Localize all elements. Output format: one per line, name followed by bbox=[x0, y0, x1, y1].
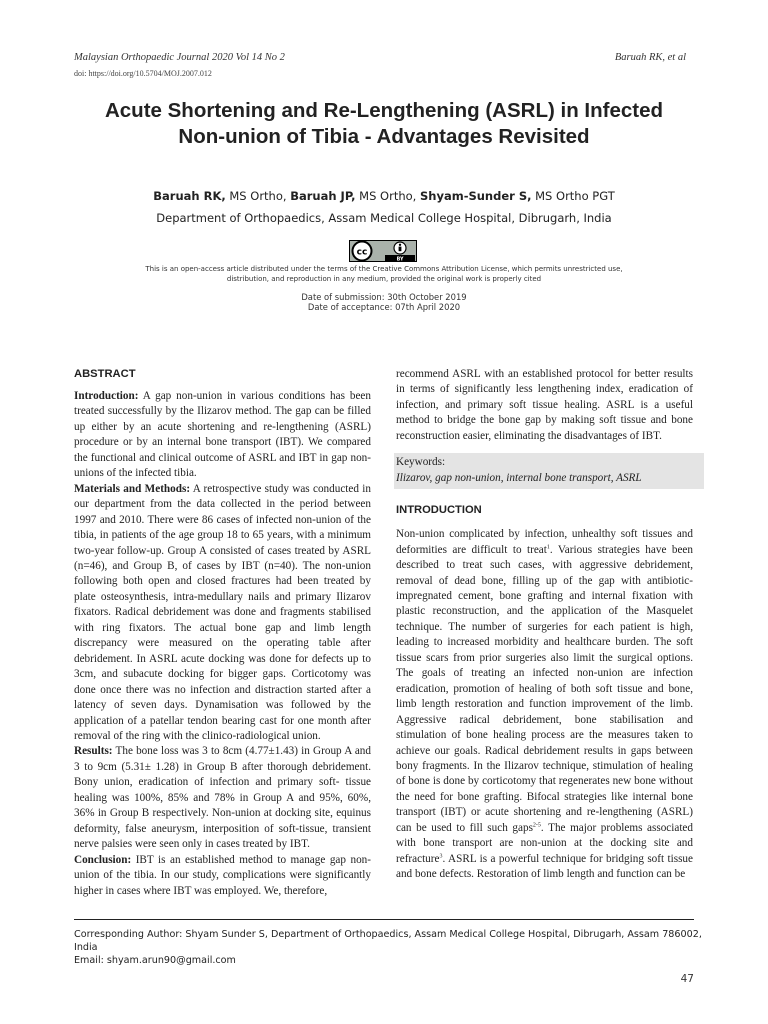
introduction-paragraph bbox=[396, 527, 693, 882]
author-degree: MS Ortho, bbox=[225, 189, 291, 203]
author-name: Baruah JP, bbox=[290, 189, 356, 203]
corresponding-author-text: Corresponding Author: Shyam Sunder S, Department of Orthopaedics, Assam Medical College Hospital, Dibrugarh, Assam 786002, India bbox=[74, 929, 702, 953]
abstract-conclusion-text: IBT is an established method to manage gap non-union of the tibia. In our study, complications were significantly higher in cases where IBT was employed. We, therefore, bbox=[74, 853, 371, 897]
license-statement bbox=[120, 264, 648, 284]
right-column bbox=[396, 367, 693, 883]
cc-by-label: BY bbox=[396, 257, 404, 262]
page-number: 47 bbox=[680, 973, 694, 985]
title-line-2: Non-union of Tibia - Advantages Revisited bbox=[178, 125, 590, 148]
abstract-intro-label: Introduction: bbox=[74, 390, 139, 402]
author-name: Baruah RK, bbox=[153, 189, 226, 203]
abstract-methods bbox=[74, 482, 371, 745]
abstract-heading: ABSTRACT bbox=[74, 368, 136, 380]
introduction-heading: INTRODUCTION bbox=[396, 504, 482, 517]
intro-text-1: Non-union complicated by infection, unhealthy soft tissues and deformities are difficult to treat bbox=[396, 528, 693, 556]
author-degree: MS Ortho PGT bbox=[531, 189, 615, 203]
intro-text-4: . ASRL is a powerful technique for bridging soft tissue and bone defects. Restoration of limb length and function can be bbox=[396, 852, 693, 881]
abstract-conclusion-label: Conclusion: bbox=[74, 853, 132, 866]
abstract-methods-text: A retrospective study was conducted in our department from the data collected in the period between 1997 and 2010. There were 86 cases of infected non-union of the tibia, in patients of the age group 18 to 65 years, with a minimum two-year follow-up. Group A consisted of cases treated by ASRL (n=46), and Group B, of cases by IBT (n=40). The non-union following both open and closed fractures had been treated by plate osteosynthesis, intra-medullary nails and primary Ilizarov fixators. Radical debridement was done and fragments stabilised with ring fixators. The actual bone gap and limb length discrepancy were measured on the operating table after debridement. In ASRL acute docking was done for defects up to 3cm, and subacute docking for bigger gaps. Corticotomy was done once there was no infection and distraction started after a latency of seven days. Dynamisation was followed by the application of a patellar tendon bearing cast for one month after removal of the ring with the clinico-radiological union. bbox=[74, 482, 371, 742]
abstract-column bbox=[74, 367, 371, 899]
author-name: Shyam-Sunder S, bbox=[419, 189, 532, 203]
corresponding-email[interactable]: Email: shyam.arun90@gmail.com bbox=[74, 955, 236, 966]
author-list bbox=[60, 189, 708, 203]
intro-text-2: . Various strategies have been described to treat such cases, with aggressive debridement, removal of dead bone, filling up of the gap with antibiotic-impregnated cement, bone grafting and internal fixation with plastic reconstruction, and the application of the Masquelet technique. The number of surgeries for each patient is high, leading to increased morbidity and healthcare burden. The soft tissue scars from prior surgeries also limit the surgical options. The goals of treating an infected non-union are infection eradication, promotion of healing of both soft tissue and bone, limb length restoration and function improvement of the limb. Aggressive radical debridement, bone stabilisation and stimulation of bone healing process are the measures taken to achieve our goals. Radical debridement results in gaps between bony fragments. In the Ilizarov technique, stimulation of healing of bone is done by corticotomy that regenerates new bone without the need for bone grafting. Bifocal strategies like internal bone transport (IBT) or acute shortening and re-lengthening (ASRL) can be used to fill such gaps bbox=[396, 543, 693, 834]
keywords-box bbox=[394, 453, 704, 489]
cc-badge-label: cc bbox=[356, 247, 368, 258]
intro-text-3: . The major problems associated with bone transport are non-union at the docking site and refracture bbox=[396, 821, 693, 865]
abstract-introduction bbox=[74, 389, 371, 482]
running-authors: Baruah RK, et al bbox=[614, 52, 686, 63]
author-degree: MS Ortho, bbox=[355, 189, 420, 203]
article-dates bbox=[200, 292, 568, 312]
creative-commons-by-icon bbox=[349, 240, 417, 262]
abstract-results-label: Results: bbox=[74, 745, 113, 758]
citation-superscript: 2-5 bbox=[532, 822, 541, 829]
license-line-1: This is an open-access article distributed under the terms of the Creative Commons Attribution License, which permits unrestricted use, bbox=[145, 265, 623, 273]
submission-date: Date of submission: 30th October 2019 bbox=[301, 292, 467, 302]
journal-citation: Malaysian Orthopaedic Journal 2020 Vol 14 No 2 bbox=[74, 52, 285, 63]
keywords-label: Keywords: bbox=[396, 456, 446, 469]
keywords-text: Ilizarov, gap non-union, internal bone transport, ASRL bbox=[396, 471, 642, 484]
abstract-conclusion-continued: recommend ASRL with an established protocol for better results in terms of significantly less lengthening index, eradication of infection, and primary soft tissue healing. ASRL is a useful method to bridge the bone gap by making soft tissue and bone reconstruction easier, eliminating the disadvantages of IBT. bbox=[396, 368, 693, 442]
article-title bbox=[60, 98, 708, 150]
abstract-intro-text: A gap non-union in various conditions has been treated successfully by the Ilizarov method. The gap can be filled up either by an acute shortening and re-lengthening (ASRL) procedure or by an internal bone transport (IBT). We compared the functional and clinical outcome of ASRL and IBT in gap non-unions of the infected tibia. bbox=[74, 390, 371, 480]
doi-link[interactable]: doi: https://doi.org/10.5704/MOJ.2007.012 bbox=[74, 69, 212, 78]
citation-superscript: 1 bbox=[546, 543, 550, 550]
citation-superscript: 3 bbox=[439, 852, 443, 859]
corresponding-author bbox=[74, 928, 714, 967]
running-header bbox=[74, 52, 686, 68]
abstract-conclusion bbox=[74, 853, 371, 899]
license-line-2: distribution, and reproduction in any medium, provided the original work is properly cited bbox=[226, 275, 542, 283]
abstract-results-text: The bone loss was 3 to 8cm (4.77±1.43) in Group A and 3 to 9cm (5.31± 1.28) in Group B after thorough debridement. Bony union, eradication of infection and primary soft- tissue healing was 100%, 85% and 78% in Group A and 95%, 60%, 36% in Group B respectively. Non-union at docking site, equinus deformity, false aneurysm, interposition of soft-tissue, transient nerve palsies were seen only in cases treated by IBT. bbox=[74, 745, 371, 851]
abstract-methods-label: Materials and Methods: bbox=[74, 482, 191, 495]
title-line-1: Acute Shortening and Re-Lengthening (ASRL) in Infected bbox=[104, 99, 664, 122]
footer-divider bbox=[74, 919, 694, 920]
abstract-results bbox=[74, 744, 371, 852]
acceptance-date: Date of acceptance: 07th April 2020 bbox=[307, 302, 461, 312]
affiliation: Department of Orthopaedics, Assam Medical College Hospital, Dibrugarh, India bbox=[156, 211, 612, 225]
